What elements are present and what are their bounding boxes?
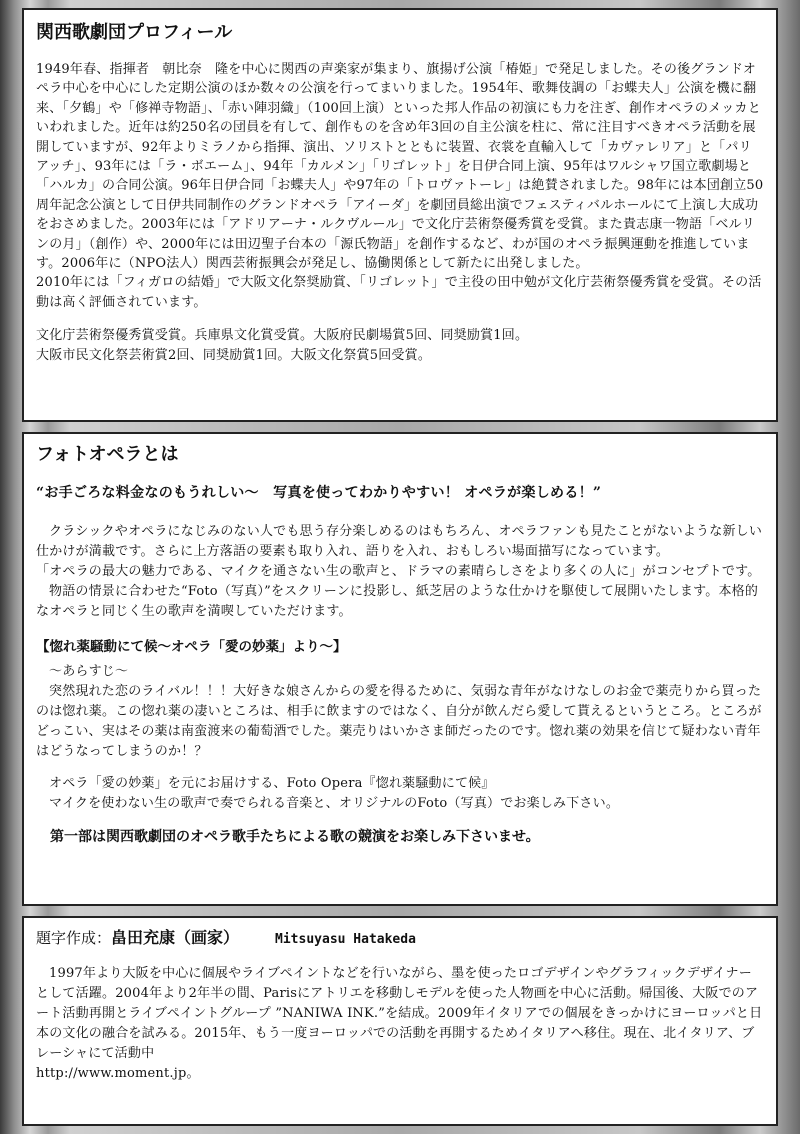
- artist-section: [22, 916, 778, 1126]
- photo-opera-title: フォトオペラとは: [36, 444, 179, 465]
- photo-opera-paragraph-1: クラシックやオペラになじみのない人でも思う存分楽しめるのはもちろん、オペラファンも見たことがないような新しい仕かけが満載です。さらに上方落語の要素も取り入れ、語りを入れ、おもしろい場面描写になっています。: [36, 524, 763, 559]
- photo-opera-section: [22, 432, 778, 906]
- catchphrase: “お手ごろな料金なのもうれしい〜 写真を使ってわかりやすい！ オペラが楽しめる！”: [36, 485, 602, 501]
- profile-body-2010: 2010年には「フィガロの結婚」で大阪文化祭奨励賞、「リゴレット」で主役の田中勉が文化庁芸術祭優秀賞を受賞。その活動は高く評価されています。: [36, 275, 762, 310]
- artist-credit: [36, 924, 764, 954]
- profile-section: [22, 8, 778, 422]
- program-title: 【惚れ薬騒動にて候〜オペラ「愛の妙薬」より〜】: [36, 639, 347, 655]
- profile-awards-2: 大阪市民文化祭芸術賞2回、同奨励賞1回。大阪文化祭賞5回受賞。: [36, 347, 432, 363]
- first-part-note: 第一部は関西歌劇団のオペラ歌手たちによる歌の競演をお楽しみ下さいませ。: [50, 829, 540, 845]
- synopsis-label: 〜あらすじ〜: [49, 664, 129, 679]
- synopsis-text: 突然現れた恋のライバル！！！大好きな娘さんからの愛を得るために、気弱な青年がなけなしのお金で薬売りから買ったのは惚れ薬。この惚れ薬の凄いところは、相手に飲ますのではなく、自分が飲んだら愛して貰えるというところ。ところがどっこい、実はその薬は南蛮渡来の葡萄酒でした。薬売りはいかさま師だったのです。惚れ薬の効果を信じて疑わない青年はどうなってしまうのか！？: [36, 684, 762, 759]
- profile-body: 1949年春、指揮者 朝比奈 隆を中心に関西の声楽家が集まり、旗揚げ公演「椿姫」で発足しました。その後グランドオペラ中心を中心にした定期公演のほか数々の公演を行ってまいりました。1954年、歌舞伎調の「お蝶夫人」公演を機に翻来、「夕鶴」や「修禅寺物語」、「赤い陣羽織」（100回上演）といった邦人作品の初演にも力を注ぎ、創作オペラのメッカといわれました。近年は約250名の団員を有して、創作ものを含め年3回の自主公演を柱に、常に注目すべきオペラ活動を展開していますが、92年よりミラノから指揮、演出、ソリストとともに装置、衣裳を直輸入して「カヴァレリア」と「パリアッチ」、93年には「ラ・ボエーム」、94年「カルメン」「リゴレット」を日伊合同上演、95年はワルシャワ国立歌劇場と「ハルカ」の合同公演。96年日伊合同「お蝶夫人」や97年の「トロヴァトーレ」は絶賛されました。98年には本団創立50周年記念公演として日伊共同制作のグランドオペラ「アイーダ」を劇団員総出演でフェスティバルホールにて上演し大成功をおさめました。2003年には「アドリアーナ・ルクヴルール」で文化庁芸術祭優秀賞を受賞。また貴志康一物語「ベルリンの月」（創作）や、2000年には田辺聖子台本の「源氏物語」を創作するなど、わが国のオペラ振興運動を推進しています。2006年に（NPO法人）関西芸術振興会が発足し、協働関係として新たに出発しました。: [36, 62, 764, 272]
- program-note-2: マイクを使わない生の歌声で奏でられる音楽と、オリジナルのFoto（写真）でお楽しみ下さい。: [49, 796, 620, 811]
- profile-title: 関西歌劇団プロフィール: [36, 22, 233, 43]
- credit-label: 題字作成：: [36, 929, 112, 947]
- program-note-1: オペラ「愛の妙薬」を元にお届けする、Foto Opera『惚れ薬騒動にて候』: [49, 776, 495, 791]
- profile-awards-1: 文化庁芸術祭優秀賞受賞。兵庫県文化賞受賞。大阪府民劇場賞5回、同奨励賞1回。: [36, 328, 529, 344]
- artist-bio: 1997年より大阪を中心に個展やライブペイントなどを行いながら、墨を使ったロゴデザインやグラフィックデザイナーとして活躍。2004年より2年半の間、Parisにアトリエを移動しモデルを使った人物画を中心に活動。帰国後、大阪でのアート活動再開とライブペイントグループ ”NANIWA INK.”を結成。2009年イタリアでの個展をきっかけにヨーロッパと日本の文化の融合を試みる。2015年、もう一度ヨーロッパでの活動を再開するためイタリアへ移住。現在、北イタリア、ブレーシャにて活動中: [36, 966, 763, 1061]
- artist-name-roman: Mitsuyasu Hatakeda: [275, 932, 416, 947]
- artist-name: 畠田充康（画家）: [111, 928, 240, 947]
- artist-url[interactable]: http://www.moment.jp。: [36, 1066, 200, 1081]
- photo-opera-paragraph-2: 「オペラの最大の魅力である、マイクを通さない生の歌声と、ドラマの素晴らしさをより多くの人に」がコンセプトです。: [36, 564, 761, 579]
- photo-opera-paragraph-3: 物語の情景に合わせた“Foto（写真）”をスクリーンに投影し、紙芝居のような仕かけを駆使して展開いたします。本格的なオペラと同じく生の歌声を満喫していただけます。: [36, 584, 759, 619]
